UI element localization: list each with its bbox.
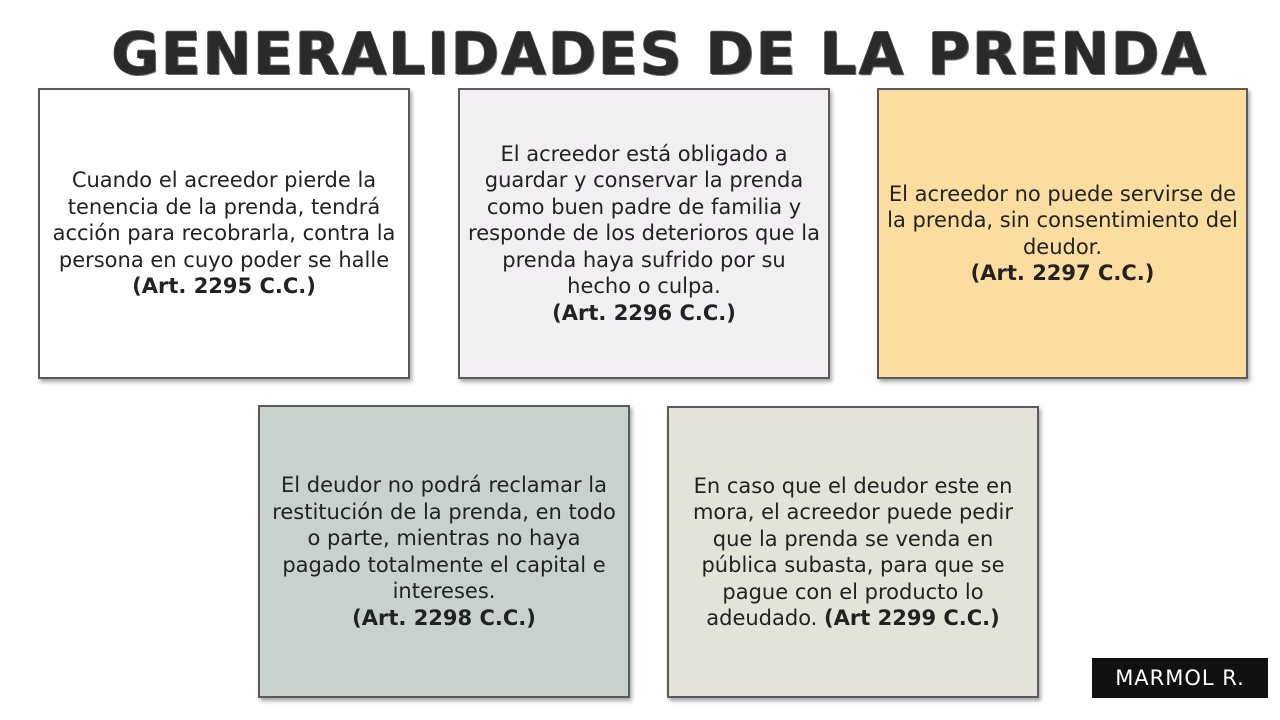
- article-2296-box: [458, 88, 830, 379]
- article-2296-text: [468, 141, 820, 327]
- article-2298-text: [268, 472, 620, 631]
- article-2299-body: En caso que el deudor este en mora, el acreedor puede pedir que la prenda se venda en pública subasta, para que se pague con el producto lo adeudado.: [692, 473, 1014, 630]
- article-2295-box: [38, 88, 410, 379]
- article-2295-body: Cuando el acreedor pierde la tenencia de la prenda, tendrá acción para recobrarla, contra la persona en cuyo poder se halle: [52, 168, 396, 272]
- article-2297-box: [877, 88, 1248, 379]
- article-2299-box: [667, 406, 1039, 698]
- article-2298-box: [258, 405, 630, 698]
- article-2295-text: [48, 167, 400, 300]
- article-2299-text: [677, 473, 1029, 632]
- article-2296-body: El acreedor está obligado a guardar y conservar la prenda como buen padre de familia y responde de los deterioros que la prenda haya sufrido por su hecho o culpa.: [468, 141, 820, 299]
- article-2295-ref: (Art. 2295 C.C.): [132, 274, 316, 299]
- article-2299-ref: (Art 2299 C.C.): [824, 606, 1000, 630]
- article-2298-ref: (Art. 2298 C.C.): [352, 605, 536, 630]
- article-2298-body: El deudor no podrá reclamar la restitución de la prenda, en todo o parte, mientras no haya pagado totalmente el capital e intereses.: [272, 473, 616, 603]
- slide-title: GENERALIDADES DE LA PRENDA: [111, 20, 1209, 88]
- article-2297-ref: (Art. 2297 C.C.): [970, 261, 1155, 285]
- article-2297-body: El acreedor no puede servirse de la prenda, sin consentimiento del deudor.: [887, 181, 1238, 259]
- author-label: MARMOL R.: [1092, 658, 1268, 698]
- article-2296-ref: (Art. 2296 C.C.): [552, 300, 736, 325]
- article-2297-text: [887, 181, 1238, 287]
